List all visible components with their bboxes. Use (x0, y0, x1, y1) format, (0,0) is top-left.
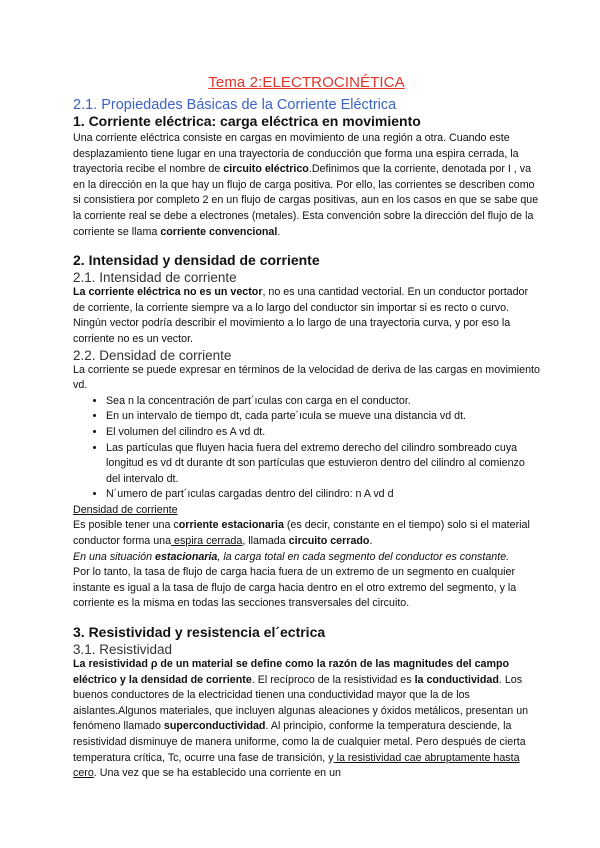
list-item: • Las partículas que fluyen hacia fuera del extremo derecho del cilindro sombreado cuya longitud es vd dt durante dt son partículas que estuvieron dentro del cilindro al comienzo del intervalo dt. (106, 441, 540, 488)
list-item: • En un intervalo de tiempo dt, cada parte´ıcula se mueve una distancia vd dt. (106, 409, 540, 425)
document-title: Tema 2:ELECTROCINÉTICA (208, 74, 405, 91)
term-corriente-convencional: corriente convencional (160, 225, 278, 238)
heading-2-2: 2.2. Densidad de corriente (73, 347, 232, 363)
paragraph-resistividad: La resistividad ρ de un material se define como la razón de las magnitudes del campo eléctrico y la densidad de corriente. El recíproco de la resistividad es la conductividad. Los buenos conductores de la electricidad tienen una conductividad mayor que la de los aislantes.Algunos materiales, que incluyen algunas aleaciones y óxidos metálicos, presentan un fenómeno llamado superconductividad. Al principio, conforme la temperatura desciende, la resistividad disminuye de manera uniforme, como la de cualquier metal. Pero después de cierta temperatura crítica, Tc, ocurre una fase de transición, y la resistividad cae abruptamente hasta cero. Una vez que se ha establecido una corriente en un (73, 658, 529, 780)
heading-2-1: 2.1. Intensidad de corriente (73, 270, 237, 286)
term-circuito-electrico: circuito eléctrico (223, 163, 309, 176)
paragraph-intensidad: La corriente eléctrica no es un vector, no es una cantidad vectorial. En un conductor portador de corriente, la corriente siempre va a lo largo del conductor sin importar si es recto o curvo. Ningún vector podría describir el movimiento a lo largo de una trayectoria curva, y por eso la corriente no es un vector. (73, 286, 529, 345)
paragraph-densidad-intro: La corriente se puede expresar en términos de la velocidad de deriva de las cargas en movimiento vd. (73, 363, 540, 392)
paragraph-corriente: Una corriente eléctrica consiste en cargas en movimiento de una región a otra. Cuando este desplazamiento tiene lugar en una trayectoria de conducción que forma una espira cerrada, la trayectoria recibe el nombre de circuito eléctrico.Definimos que la corriente, denotada por I , va en la dirección en la que hay un flujo de carga positiva. Por ello, las corrientes se describen como si consistiera por completo 2 en un flujo de cargas positivas, aun en los casos en que se sabe que la corriente real se debe a electrones (metales). Esta convención sobre la dirección del flujo de la corriente se llama corriente convencional. (73, 132, 539, 238)
densidad-label: Densidad de corriente (73, 503, 178, 516)
heading-3: 3. Resistividad y resistencia el´ectrica (73, 624, 326, 641)
bullet-list (73, 394, 540, 503)
heading-1: 1. Corriente eléctrica: carga eléctrica en movimiento (73, 113, 421, 129)
term-no-vector: La corriente eléctrica no es un vector (73, 286, 263, 299)
heading-3-1: 3.1. Resistividad (73, 642, 173, 658)
list-item: • Sea n la concentración de part´ıculas con carga en el conductor. (106, 394, 540, 410)
paragraph-estacionaria: Es posible tener una corriente estacionaria (es decir, constante en el tiempo) solo si el material conductor forma una espira cerrada, llamada circuito cerrado. (73, 519, 530, 548)
heading-2: 2. Intensidad y densidad de corriente (73, 252, 320, 269)
paragraph-situacion-estacionaria: En una situación estacionaria, la carga total en cada segmento del conductor es constante. (73, 550, 510, 563)
section-2-1-heading: 2.1. Propiedades Básicas de la Corriente Eléctrica (73, 97, 397, 113)
paragraph-tasa-flujo: Por lo tanto, la tasa de flujo de carga hacia fuera de un extremo de un segmento en cualquier instante es igual a la tasa de flujo de carga hacia dentro en el otro extremo del segmento, y la corriente es la misma en todas las secciones transversales del circuito. (73, 566, 517, 610)
list-item: • N´umero de part´ıculas cargadas dentro del cilindro: n A vd d (106, 487, 540, 503)
list-item: • El volumen del cilindro es A vd dt. (106, 425, 540, 441)
